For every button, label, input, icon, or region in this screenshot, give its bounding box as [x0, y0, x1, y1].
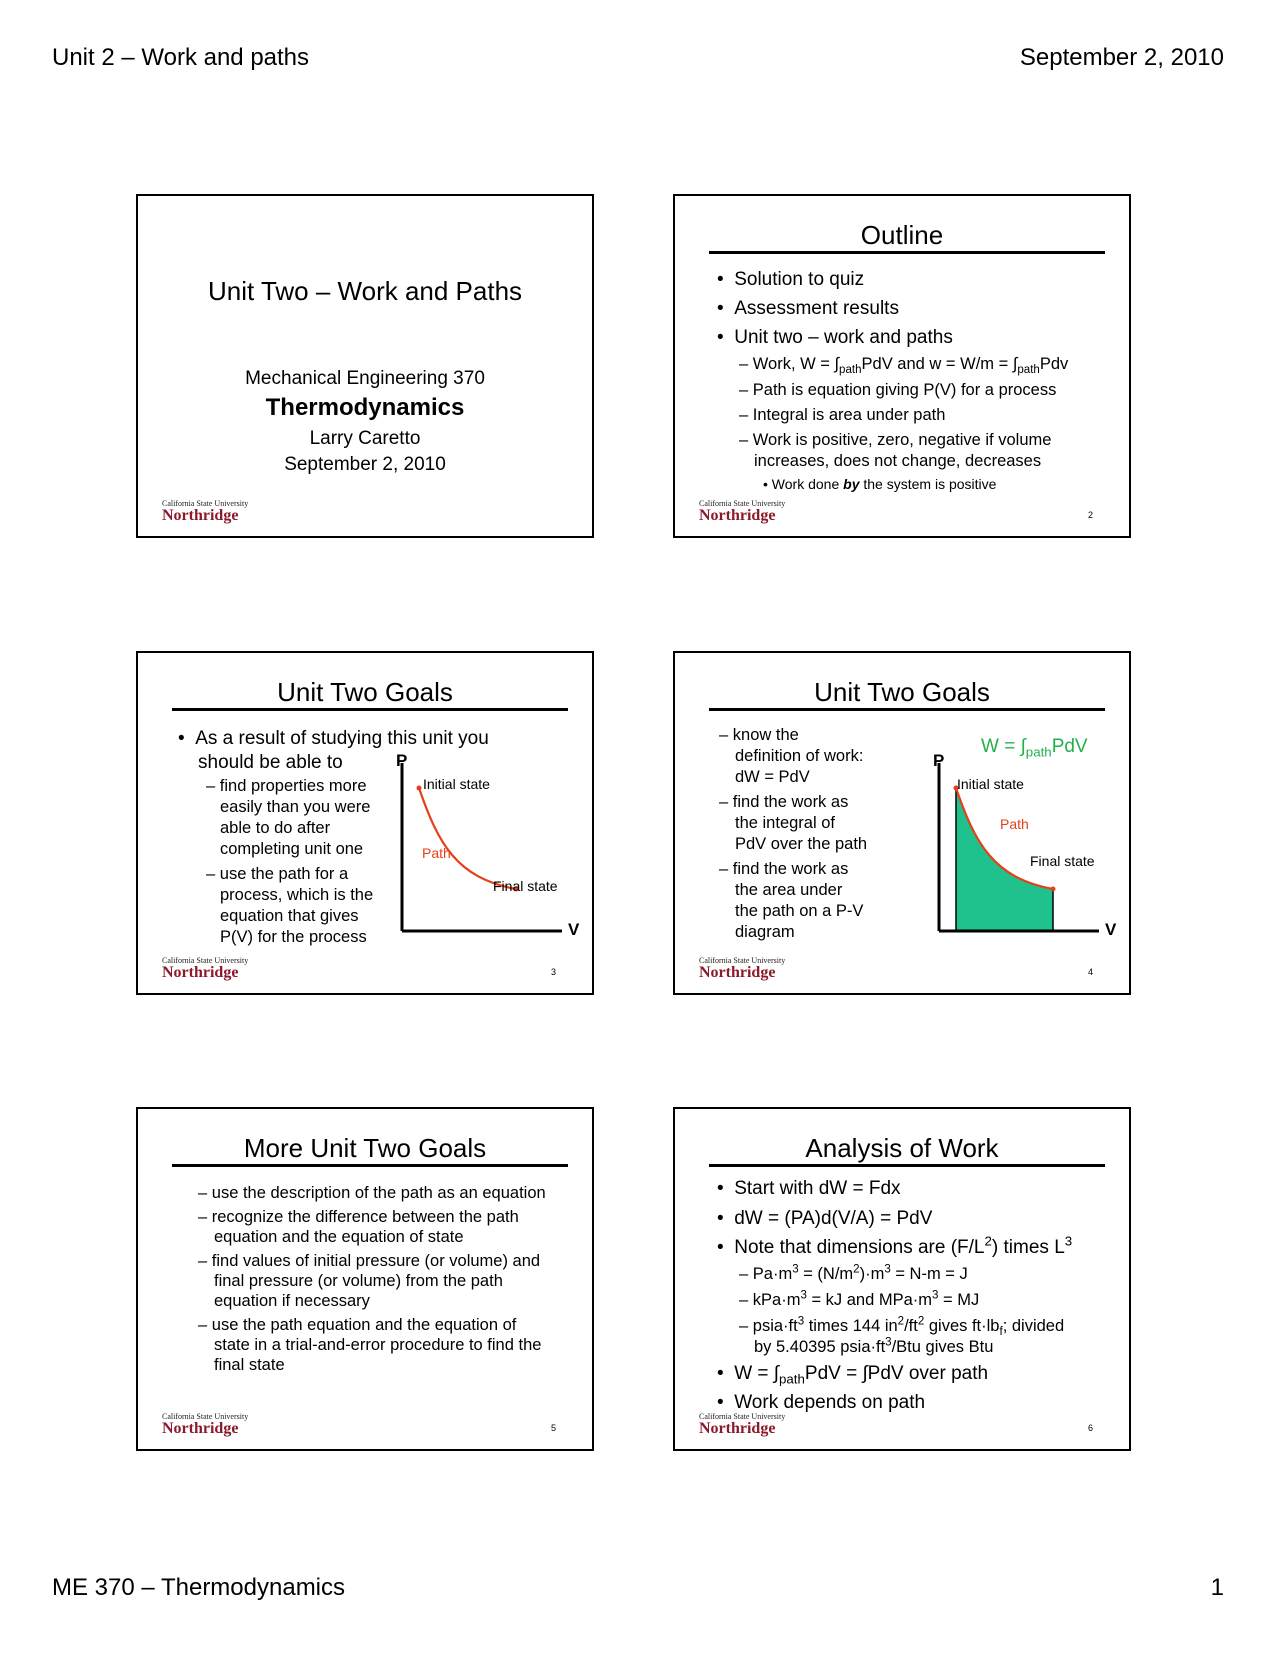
slide-number: 5: [550, 1423, 556, 1433]
csun-logo: [699, 499, 809, 524]
goal-item-line: final state: [214, 1356, 285, 1374]
goal-item-line: the area under: [735, 881, 843, 899]
goal-item: – find the work as: [719, 793, 849, 811]
goal-item-line: PdV over the path: [735, 835, 868, 853]
bullet-item: • Assessment results: [717, 298, 899, 319]
bullet-item: • As a result of studying this unit you: [178, 728, 489, 749]
sub-item-continued: increases, does not change, decreases: [754, 452, 1042, 470]
slide-1: [136, 194, 594, 538]
logo-line-1: California State University: [162, 499, 249, 508]
goal-item: – use the path for a: [206, 865, 349, 883]
goal-item: – find the work as: [719, 860, 849, 878]
logo-line-2: Northridge: [162, 507, 239, 524]
goal-item-line: easily than you were: [220, 798, 371, 816]
page-header-title: Unit 2 – Work and paths: [52, 44, 310, 71]
bullet-item: • Solution to quiz: [717, 269, 865, 290]
logo-line-1: California State University: [699, 499, 786, 508]
p-axis-label: P: [933, 751, 945, 770]
pv-diagram: [138, 653, 592, 993]
initial-state-label: Initial state: [957, 776, 1024, 792]
work-formula: $W = \int_{path}PdV$: [981, 736, 1088, 760]
title-rule: [709, 251, 1105, 254]
goal-item-line: diagram: [735, 923, 795, 941]
process-path-curve: [419, 788, 516, 889]
logo-line-2: Northridge: [162, 964, 239, 981]
path-label: Path: [422, 845, 451, 861]
slide-title: Analysis of Work: [805, 1133, 999, 1163]
slide-2: [673, 194, 1131, 538]
goal-item-line: process, which is the: [220, 886, 374, 904]
csun-logo: [162, 1412, 272, 1437]
logo-line-1: California State University: [162, 1412, 249, 1421]
slide-6: [673, 1107, 1131, 1451]
slide-title: More Unit Two Goals: [243, 1133, 487, 1163]
goal-item-line: P(V) for the process: [220, 928, 367, 946]
sub-item: – Work is positive, zero, negative if volume: [739, 431, 1052, 449]
pv-diagram-area: [675, 653, 1129, 993]
bullet-item: • $W = \int_{path}PdV = \int PdV$ over path: [717, 1363, 989, 1387]
goal-item-line: completing unit one: [220, 840, 364, 858]
logo-line-1: California State University: [699, 956, 786, 965]
bullet-item: • Work depends on path: [717, 1392, 926, 1413]
initial-state-label: Initial state: [423, 776, 490, 792]
goal-item-line: equation if necessary: [214, 1292, 370, 1310]
logo-line-1: California State University: [162, 956, 249, 965]
sub-item-work-definition: – Work, $W = \int_{path}PdV$ and $w = W/m = \int_{path}Pdv$: [739, 355, 1069, 377]
csun-logo: [699, 1412, 809, 1437]
sub-item-continued: by 5.40395 $psia\cdot ft^3$/Btu gives Btu: [754, 1336, 994, 1356]
p-axis-label: P: [396, 751, 408, 770]
bullet-item: • Unit two – work and paths: [717, 327, 953, 348]
logo-line-2: Northridge: [162, 1420, 239, 1437]
goal-item: – use the path equation and the equation of: [198, 1316, 517, 1334]
goal-item: – find properties more: [206, 777, 367, 795]
goal-item: – know the: [719, 726, 799, 744]
slide-title: Unit Two – Work and Paths: [207, 276, 523, 306]
final-state-label: Final state: [1030, 853, 1095, 869]
slide-number: 4: [1087, 967, 1093, 977]
sub-item: – $kPa\cdot m^3$ = kJ and $MPa\cdot m^3$ = MJ: [739, 1289, 980, 1309]
path-label: Path: [1000, 816, 1029, 832]
slide-date: September 2, 2010: [284, 454, 446, 475]
slide-title: Unit Two Goals: [277, 677, 453, 707]
bullet-item: • Note that dimensions are $(F/L^2)$ times $L^3$: [717, 1233, 1073, 1258]
bullet-item: • dW = (PA)d(V/A) = PdV: [717, 1208, 933, 1229]
slide-title: Outline: [860, 220, 944, 250]
final-state-label: Final state: [493, 878, 558, 894]
slide-number: 3: [550, 967, 556, 977]
csun-logo: [162, 956, 272, 981]
csun-logo: [162, 499, 272, 524]
goal-item: – find values of initial pressure (or volume) and: [198, 1252, 541, 1270]
author-name: Larry Caretto: [309, 428, 421, 449]
sub-item: – $Pa\cdot m^3 = (N/m^2)\cdot m^3 = N-m = J$: [739, 1263, 968, 1283]
sub-item: – Path is equation giving P(V) for a process: [739, 381, 1057, 399]
sub-item: – Integral is area under path: [739, 406, 946, 424]
title-rule: [709, 1164, 1105, 1167]
page-footer-course: ME 370 – Thermodynamics: [52, 1574, 346, 1601]
logo-line-1: California State University: [699, 1412, 786, 1421]
title-rule: [172, 1164, 568, 1167]
goal-item-line: equation that gives: [220, 907, 359, 925]
bullet-item-continued: should be able to: [198, 752, 343, 773]
slide-title: Unit Two Goals: [814, 677, 990, 707]
logo-line-2: Northridge: [699, 507, 776, 524]
page-header-date: September 2, 2010: [1019, 44, 1224, 71]
goal-item-line: able to do after: [220, 819, 331, 837]
slide-5: [136, 1107, 594, 1451]
goal-item-line: the integral of: [735, 814, 835, 832]
subject-title: Thermodynamics: [265, 394, 465, 421]
logo-line-2: Northridge: [699, 1420, 776, 1437]
page-number: 1: [1210, 1574, 1224, 1601]
course-name: Mechanical Engineering 370: [245, 368, 485, 389]
goal-item: – use the description of the path as an equation: [198, 1184, 546, 1202]
goal-item-line: the path on a P-V: [735, 902, 864, 920]
csun-logo: [699, 956, 809, 981]
goal-item: – recognize the difference between the path: [198, 1208, 519, 1226]
initial-state-point: [417, 786, 422, 791]
slide-number: 6: [1087, 1423, 1093, 1433]
v-axis-label: V: [1105, 920, 1117, 939]
bullet-item: • Start with dW = Fdx: [717, 1178, 901, 1199]
goal-item-line: final pressure (or volume) from the path: [214, 1272, 503, 1290]
goal-item-line: dW = PdV: [735, 768, 810, 786]
goal-item-line: state in a trial-and-error procedure to find the: [214, 1336, 542, 1354]
slide-3: [136, 651, 594, 995]
goal-item-line: definition of work:: [735, 747, 864, 765]
final-state-point: [1051, 887, 1056, 892]
goal-item-line: equation and the equation of state: [214, 1228, 464, 1246]
slide-4: [673, 651, 1131, 995]
logo-line-2: Northridge: [699, 964, 776, 981]
sub-item: – $psia\cdot ft^3$ times 144 $in^2/ft^2$ gives $ft\cdot lb_f$; divided: [739, 1315, 1065, 1339]
slide-number: 2: [1087, 510, 1093, 520]
v-axis-label: V: [568, 920, 580, 939]
sub-sub-item: • Work done by the system is positive: [763, 476, 997, 492]
